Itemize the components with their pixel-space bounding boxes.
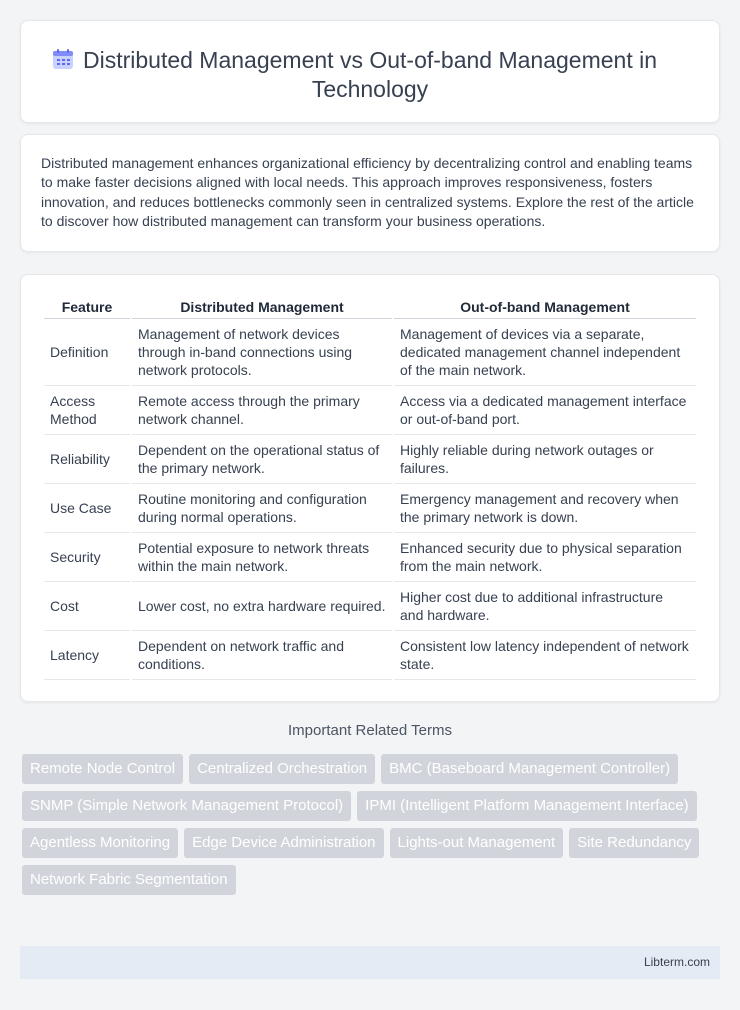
distributed-cell: Potential exposure to network threats within the main network. — [132, 533, 392, 582]
oob-cell: Consistent low latency independent of network state. — [394, 631, 696, 680]
table-row — [44, 533, 696, 582]
table-row — [44, 631, 696, 680]
feature-cell: Use Case — [44, 484, 130, 533]
footer-site-link[interactable]: Libterm.com — [643, 955, 710, 969]
page-title: Distributed Management vs Out-of-band Management in Technology — [82, 47, 658, 102]
oob-cell: Emergency management and recovery when the primary network is down. — [394, 484, 696, 533]
feature-cell: Definition — [44, 319, 130, 386]
related-terms-heading: Important Related Terms — [288, 722, 452, 739]
header-feature: Feature — [44, 295, 130, 319]
distributed-cell: Management of network devices through in-band connections using network protocols. — [132, 319, 392, 386]
related-term-tag[interactable]: Centralized Orchestration — [189, 754, 375, 784]
related-term-tag[interactable]: BMC (Baseboard Management Controller) — [381, 754, 678, 784]
header-distributed: Distributed Management — [132, 295, 392, 319]
feature-cell: Cost — [44, 582, 130, 631]
oob-cell: Higher cost due to additional infrastructure and hardware. — [394, 582, 696, 631]
related-term-tag[interactable]: IPMI (Intelligent Platform Management Interface) — [357, 791, 696, 821]
table-row — [44, 484, 696, 533]
feature-cell: Security — [44, 533, 130, 582]
distributed-cell: Dependent on network traffic and conditions. — [132, 631, 392, 680]
distributed-cell: Remote access through the primary network channel. — [132, 386, 392, 435]
table-row — [44, 435, 696, 484]
related-term-tag[interactable]: Agentless Monitoring — [22, 828, 178, 858]
related-terms-list — [22, 754, 722, 895]
table-header-row — [44, 295, 696, 319]
oob-cell: Access via a dedicated management interface or out-of-band port. — [394, 386, 696, 435]
intro-card — [20, 134, 720, 252]
feature-cell: Latency — [44, 631, 130, 680]
related-term-tag[interactable]: Edge Device Administration — [184, 828, 383, 858]
related-term-tag[interactable]: Network Fabric Segmentation — [22, 865, 236, 895]
oob-cell: Enhanced security due to physical separation from the main network. — [394, 533, 696, 582]
related-term-tag[interactable]: SNMP (Simple Network Management Protocol) — [22, 791, 351, 821]
table-row — [44, 582, 696, 631]
oob-cell: Management of devices via a separate, dedicated management channel independent of the main network. — [394, 319, 696, 386]
feature-cell: Reliability — [44, 435, 130, 484]
title-card — [20, 20, 720, 123]
related-term-tag[interactable]: Lights-out Management — [390, 828, 564, 858]
oob-cell: Highly reliable during network outages or failures. — [394, 435, 696, 484]
intro-paragraph: Distributed management enhances organizational efficiency by decentralizing control and enabling teams to make faster decisions aligned with local needs. This approach improves responsiveness, fosters innovation, and reduces bottlenecks commonly seen in centralized systems. Explore the rest of the article to discover how distributed management can transform your business operations. — [41, 155, 694, 230]
distributed-cell: Routine monitoring and configuration during normal operations. — [132, 484, 392, 533]
table-row — [44, 386, 696, 435]
comparison-table — [42, 295, 698, 680]
footer — [20, 946, 720, 979]
table-row — [44, 319, 696, 386]
header-oob: Out-of-band Management — [394, 295, 696, 319]
comparison-table-card — [20, 274, 720, 702]
related-term-tag[interactable]: Site Redundancy — [569, 828, 699, 858]
distributed-cell: Lower cost, no extra hardware required. — [132, 582, 392, 631]
feature-cell: Access Method — [44, 386, 130, 435]
distributed-cell: Dependent on the operational status of the primary network. — [132, 435, 392, 484]
related-term-tag[interactable]: Remote Node Control — [22, 754, 183, 784]
